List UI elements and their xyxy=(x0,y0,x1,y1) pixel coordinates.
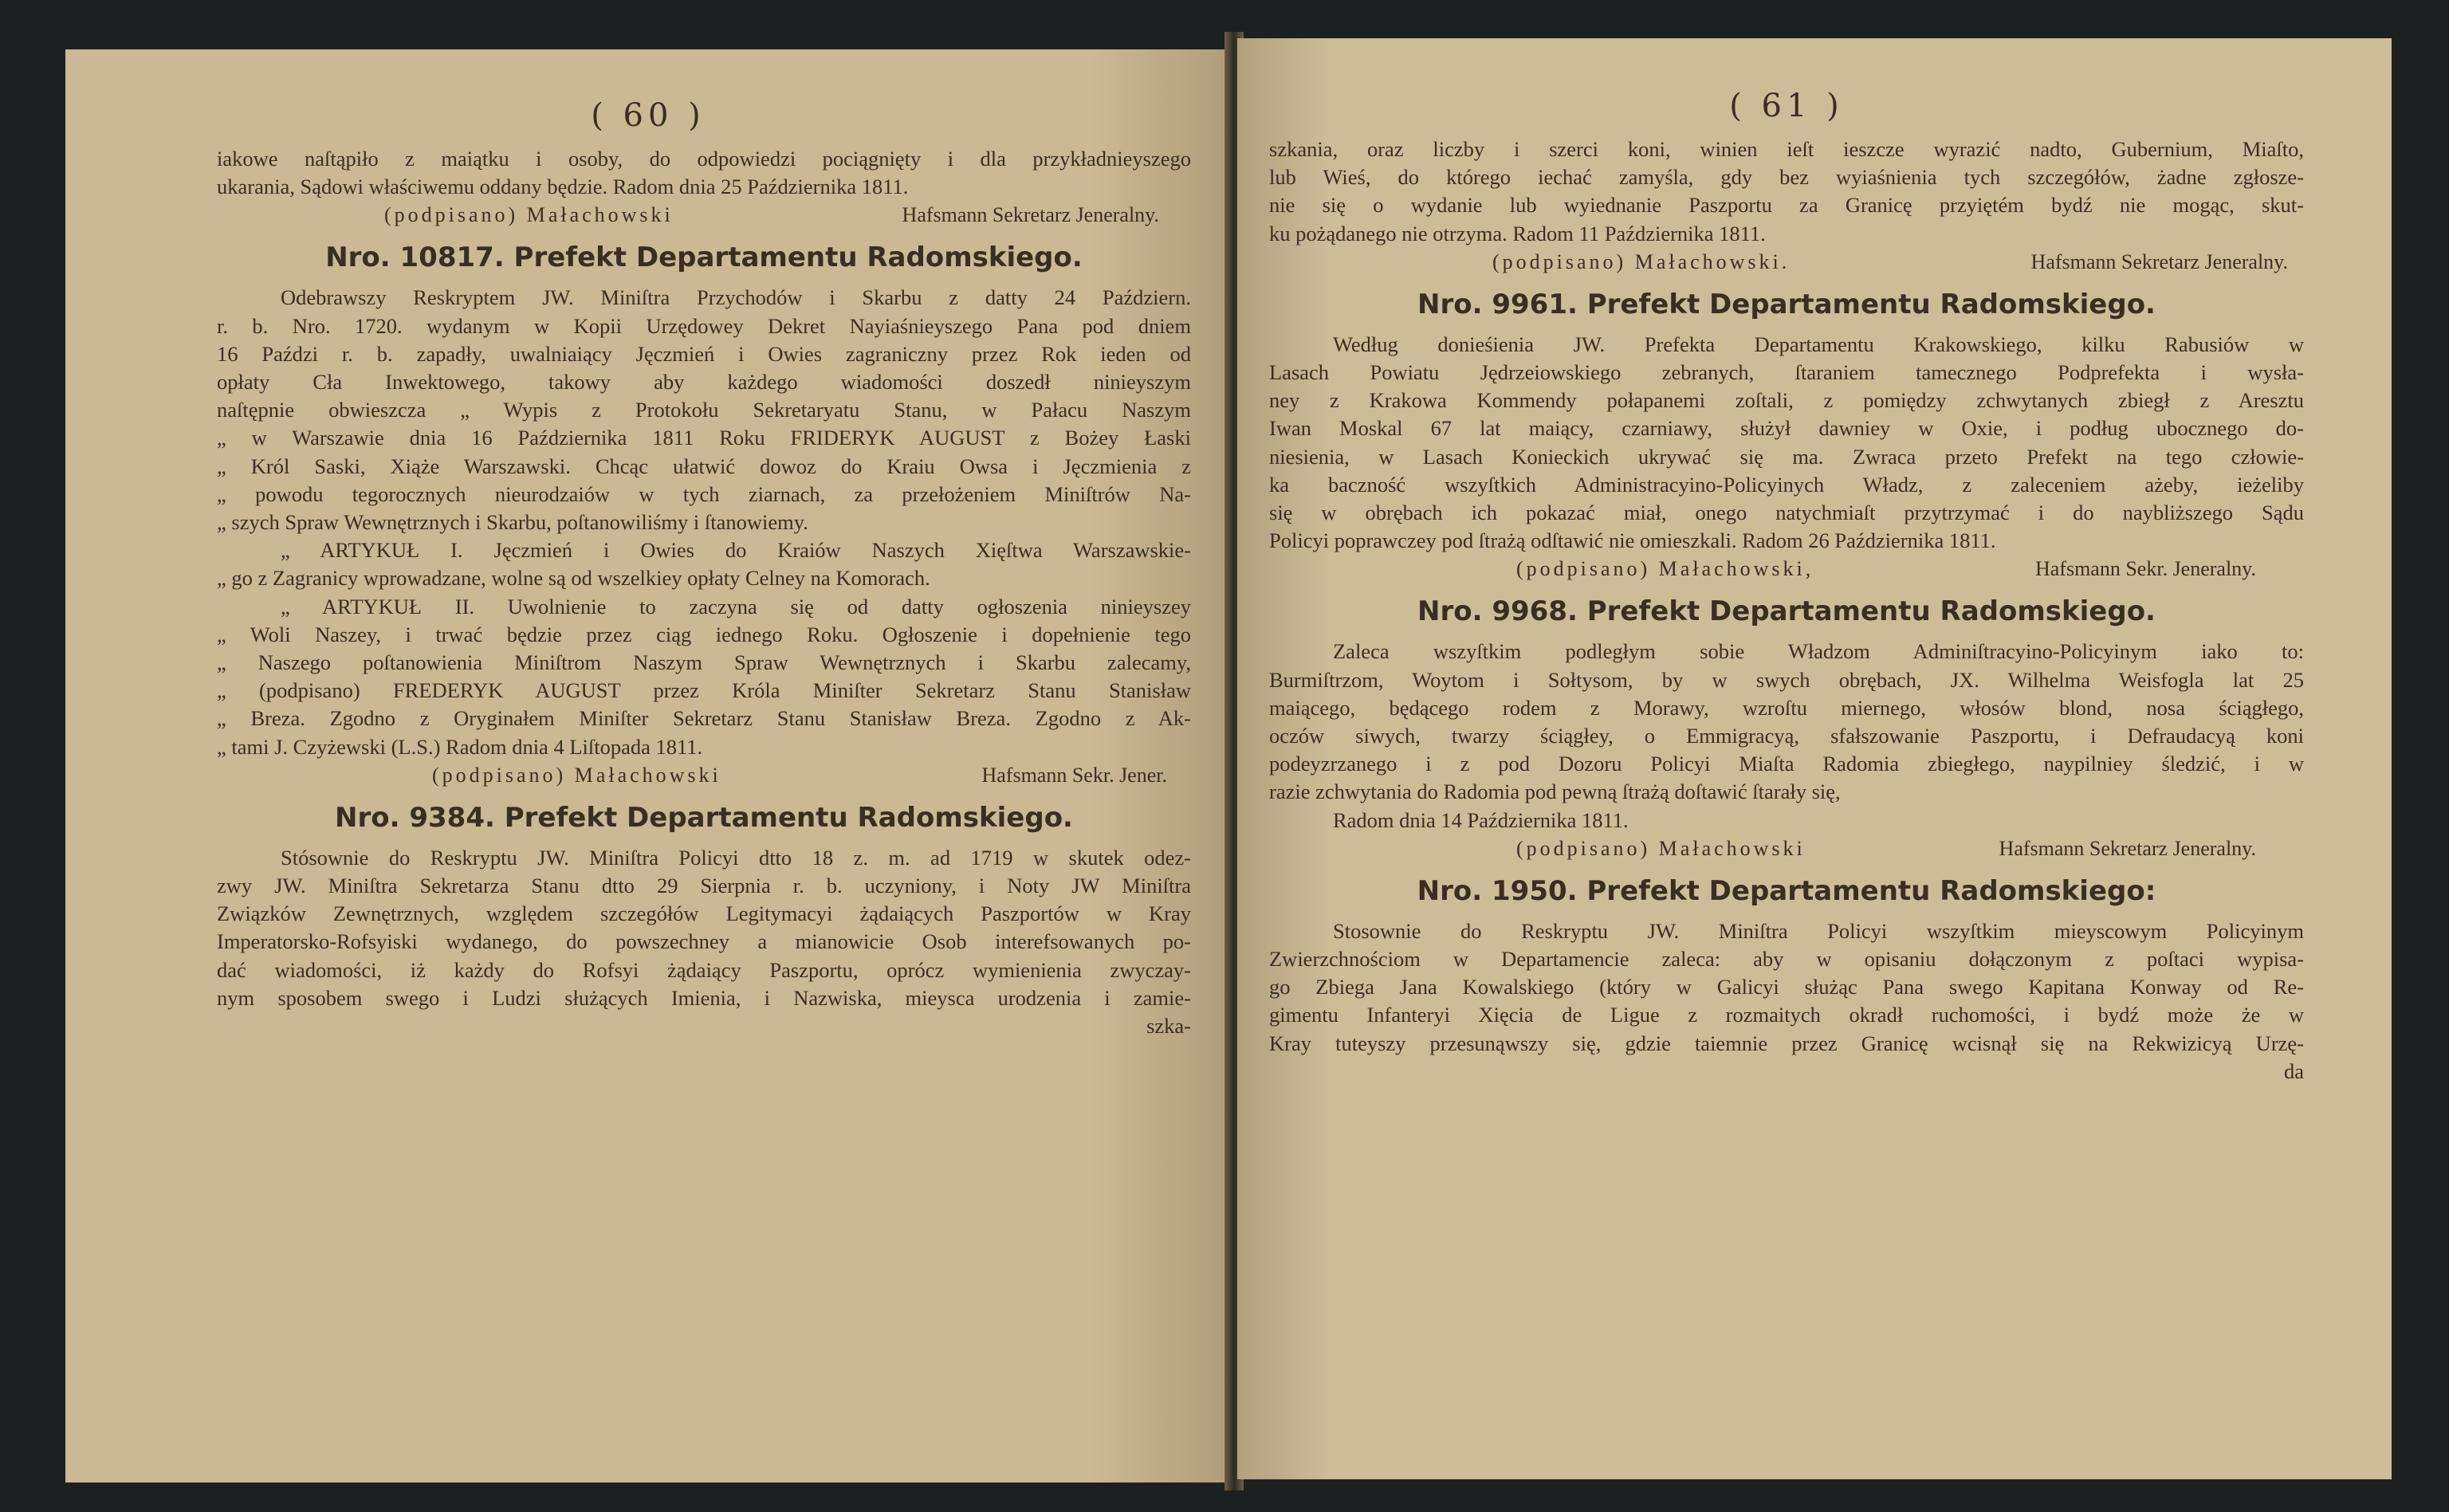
text-line: „ szych Spraw Wewnętrznych i Skarbu, poſtanowiliśmy i ſtanowiemy. xyxy=(217,510,808,535)
text-line: Policyi poprawczey pod ſtrażą odſtawić nie omieszkali. Radom 26 Października 1811. xyxy=(1269,528,1996,553)
text-line: „ Naszego poſtanowienia Miniſtrom Naszym Spraw Wewnętrznych i Skarbu zalecamy, xyxy=(217,650,1191,675)
text-line: Radom dnia 14 Października 1811. xyxy=(1333,807,1629,832)
text-line: „ w Warszawie dnia 16 Października 1811 Roku FRIDERYK AUGUST z Bożey Łaski xyxy=(217,426,1191,450)
text-line: się w obrębach ich pokazać miał, onego natychmiaſt przytrzymać i do naybliższego Sądu xyxy=(1269,501,2304,525)
text-line: podeyzrzanego i z pod Dozoru Policyi Miaſta Radomia zbiegłego, naypilniey śledzić, i w xyxy=(1269,752,2304,776)
text-line: „ go z Zagranicy wprowadzane, wolne są od wszelkiey opłaty Celney na Komorach. xyxy=(217,566,930,591)
signature-line xyxy=(217,761,1191,790)
text-line: Iwan Moskal 67 lat maiący, czarniawy, służył dawniey w Oxie, i podług ubocznego do- xyxy=(1269,416,2304,441)
text-line: maiącego, będącego rodem z Morawy, wzroſtu miernego, włosów blond, nosa ściągłego, xyxy=(1269,695,2304,720)
text-line: ku pożądanego nie otrzyma. Radom 11 Października 1811. xyxy=(1269,221,1766,245)
text-line: dać wiadomości, iż każdy do Rofsyi żądaiący Paszportu, oprócz wymienienia zwyczay- xyxy=(217,957,1191,982)
signature-line xyxy=(1269,248,2304,277)
text-line: „ powodu tegorocznych nieurodzaiów w tych ziarnach, za przełożeniem Miniſtrów Na- xyxy=(217,481,1191,506)
text-line: r. b. Nro. 1720. wydanym w Kopii Urzędowey Dekret Nayiaśnieyszego Pana pod dniem xyxy=(217,313,1191,338)
signature-line xyxy=(1269,555,2304,583)
signature-right: Hafsmann Sekretarz Jeneralny. xyxy=(2030,249,2288,273)
text-line: lub Wieś, do którego iechać zamyśla, gdy bez wyiaśnienia tych szczegółów, żadne zgłosze- xyxy=(1269,165,2304,190)
text-line: zwy JW. Miniſtra Sekretarza Stanu dtto 29 Sierpnia r. b. uczyniony, i Noty JW Miniſtra xyxy=(217,874,1191,898)
text-line: naſtępnie obwieszcza „ Wypis z Protokołu Sekretaryatu Stanu, w Pałacu Naszym xyxy=(217,398,1191,422)
signature-left: (podpisano) Małachowski xyxy=(1516,836,1806,860)
text-line: „ Król Saski, Xiąże Warszawski. Chcąc ułatwić dowoz do Kraiu Owsa i Jęczmienia z xyxy=(217,454,1191,478)
text-line: Lasach Powiatu Jędrzeiowskiego zebranych, ſtaraniem tamecznego Podprefekta i wysła- xyxy=(1269,360,2304,385)
text-line: „ tami J. Czyżewski (L.S.) Radom dnia 4 Liſtopada 1811. xyxy=(217,734,703,759)
text-line: Zwierzchnościom w Departamencie zaleca: aby w opisaniu dołączonym z poſtaci wypisa- xyxy=(1269,947,2304,972)
text-line: Stósownie do Reskryptu JW. Miniſtra Policyi dtto 18 z. m. ad 1719 w skutek odez- xyxy=(281,845,1191,870)
signature-line xyxy=(1269,835,2304,863)
signature-right: Hafsmann Sekretarz Jeneralny. xyxy=(902,203,1159,227)
text-line: nym sposobem swego i Ludzi służących Imienia, i Nazwiska, mieysca urodzenia i zamie- xyxy=(217,985,1191,1010)
signature-right: Hafsmann Sekretarz Jeneralny. xyxy=(1999,836,2256,860)
text-line: „ Breza. Zgodno z Oryginałem Miniſter Sekretarz Stanu Stanisław Breza. Zgodno z Ak- xyxy=(217,706,1191,731)
section-heading: Nro. 10817. Prefekt Departamentu Radomskiego. xyxy=(325,242,1083,274)
page-number: ( 61 ) xyxy=(1729,88,1844,124)
text-line: „ Woli Naszey, i trwać będzie przez ciąg iednego Roku. Ogłoszenie i dopełnienie tego xyxy=(217,622,1191,646)
signature-right: Hafsmann Sekr. Jeneralny. xyxy=(2034,557,2256,581)
text-line: Zaleca wszyſtkim podległym sobie Władzom Adminiſtracyino-Policyinym iako to: xyxy=(1333,639,2304,664)
signature-left: (podpisano) Małachowski xyxy=(384,203,674,227)
text-line: iakowe naſtąpiło z maiątku i osoby, do odpowiedzi pociągnięty i dla przykładnieyszego xyxy=(217,147,1191,171)
text-line: „ ARTYKUŁ II. Uwolnienie to zaczyna się od datty ogłoszenia niniеyszey xyxy=(281,594,1191,619)
text-line: Związków Zewnętrznych, względem szczegółów Legitymacyi żądaiących Paszportów w Kray xyxy=(217,901,1191,926)
text-line: opłaty Cła Inwektowego, takowy aby każdego wiadomości doszedł niniеyszym xyxy=(217,370,1191,395)
text-line: Według donieśienia JW. Prefekta Departamentu Krakowskiego, kilku Rabusiów w xyxy=(1333,332,2304,356)
text-line: „ ARTYKUŁ I. Jęczmień i Owies do Kraiów Naszych Xięſtwa Warszawskie- xyxy=(281,538,1191,563)
text-line: Kray tuteyszy przesunąwszy się, gdzie taiemnie przez Granicę wcisnął się na Rekwizicyą Urzę- xyxy=(1269,1031,2304,1055)
text-line: gimentu Infanteryi Xięcia de Ligue z rozmaitych okradł ruchomości, i bydź może że w xyxy=(1269,1003,2304,1027)
text-line: Imperatorsko-Rofsyiski wydanego, do powszechney a mianowicie Osob interefsowanych po- xyxy=(217,929,1191,954)
section-heading: Nro. 9384. Prefekt Departamentu Radomskiego. xyxy=(335,801,1073,834)
signature-line xyxy=(217,201,1191,230)
text-line: Burmiſtrzom, Woytom i Sołtysom, by w swych obrębach, JX. Wilhelma Weisfogla lat 25 xyxy=(1269,667,2304,692)
text-line: ney z Krakowa Kommendy połapanemi zoſtali, z pomiędzy zchwytanych zbiegł z Aresztu xyxy=(1269,388,2304,413)
section-heading: Nro. 1950. Prefekt Departamentu Radomskiego: xyxy=(1417,874,2156,907)
section-heading: Nro. 9961. Prefekt Departamentu Radomskiego. xyxy=(1417,288,2156,320)
signature-left: (podpisano) Małachowski. xyxy=(1492,249,1791,273)
signature-left: (podpisano) Małachowski, xyxy=(1516,557,1814,581)
text-line: ukarania, Sądowi właściwemu oddany będzie. Radom dnia 25 Października 1811. xyxy=(217,175,909,199)
catchword: szka- xyxy=(1146,1014,1191,1039)
text-line: oczów siwych, twarzy ściągłey, o Emmigracyą, sfałszowanie Paszportu, i Defraudacyą koni xyxy=(1269,724,2304,748)
text-line: niesienia, w Lasach Konieckich ukrywać się ma. Zwraca przeto Prefekt na tego człowie- xyxy=(1269,444,2304,469)
text-line: go Zbiega Jana Kowalskiego (który w Galicyi służąc Pana swego Kapitana Konway od Re- xyxy=(1269,975,2304,999)
page-number: ( 60 ) xyxy=(591,97,706,134)
text-line: szkania, oraz liczby i szerci koni, winien ieſt ieszcze wyrazić nadto, Gubernium, Miaſto, xyxy=(1269,137,2304,161)
page-61 xyxy=(1237,38,2392,1479)
text-line: ka baczność wszyſtkich Administracyino-Policyinych Władz, z zaleceniem ażeby, ieżeliby xyxy=(1269,472,2304,497)
text-line: „ (podpisano) FREDERYK AUGUST przez Króla Miniſter Sekretarz Stanu Stanisław xyxy=(217,678,1191,703)
page-60 xyxy=(65,49,1231,1483)
text-line: Odebrawszy Reskryptem JW. Miniſtra Przychodów i Skarbu z datty 24 Październ. xyxy=(281,285,1191,310)
signature-right: Hafsmann Sekr. Jener. xyxy=(981,763,1167,787)
signature-left: (podpisano) Małachowski xyxy=(432,763,721,787)
section-heading: Nro. 9968. Prefekt Departamentu Radomskiego. xyxy=(1417,595,2156,628)
text-line: nie się o wydanie lub wyiednanie Paszportu za Granicę przyiętém bydź nie mogąc, skut- xyxy=(1269,193,2304,218)
catchword: da xyxy=(2283,1058,2304,1083)
text-line: Stosownie do Reskryptu JW. Miniſtra Policyi wszyſtkim mieyscowym Policyinym xyxy=(1333,918,2304,943)
text-line: razie zchwytania do Radomia pod pewną ſtrażą doſtawić ſtarały się, xyxy=(1269,780,1841,804)
text-line: 16 Paździ r. b. zapadły, uwalniaiący Jęczmień i Owies zagraniczny przez Rok ieden od xyxy=(217,341,1191,366)
